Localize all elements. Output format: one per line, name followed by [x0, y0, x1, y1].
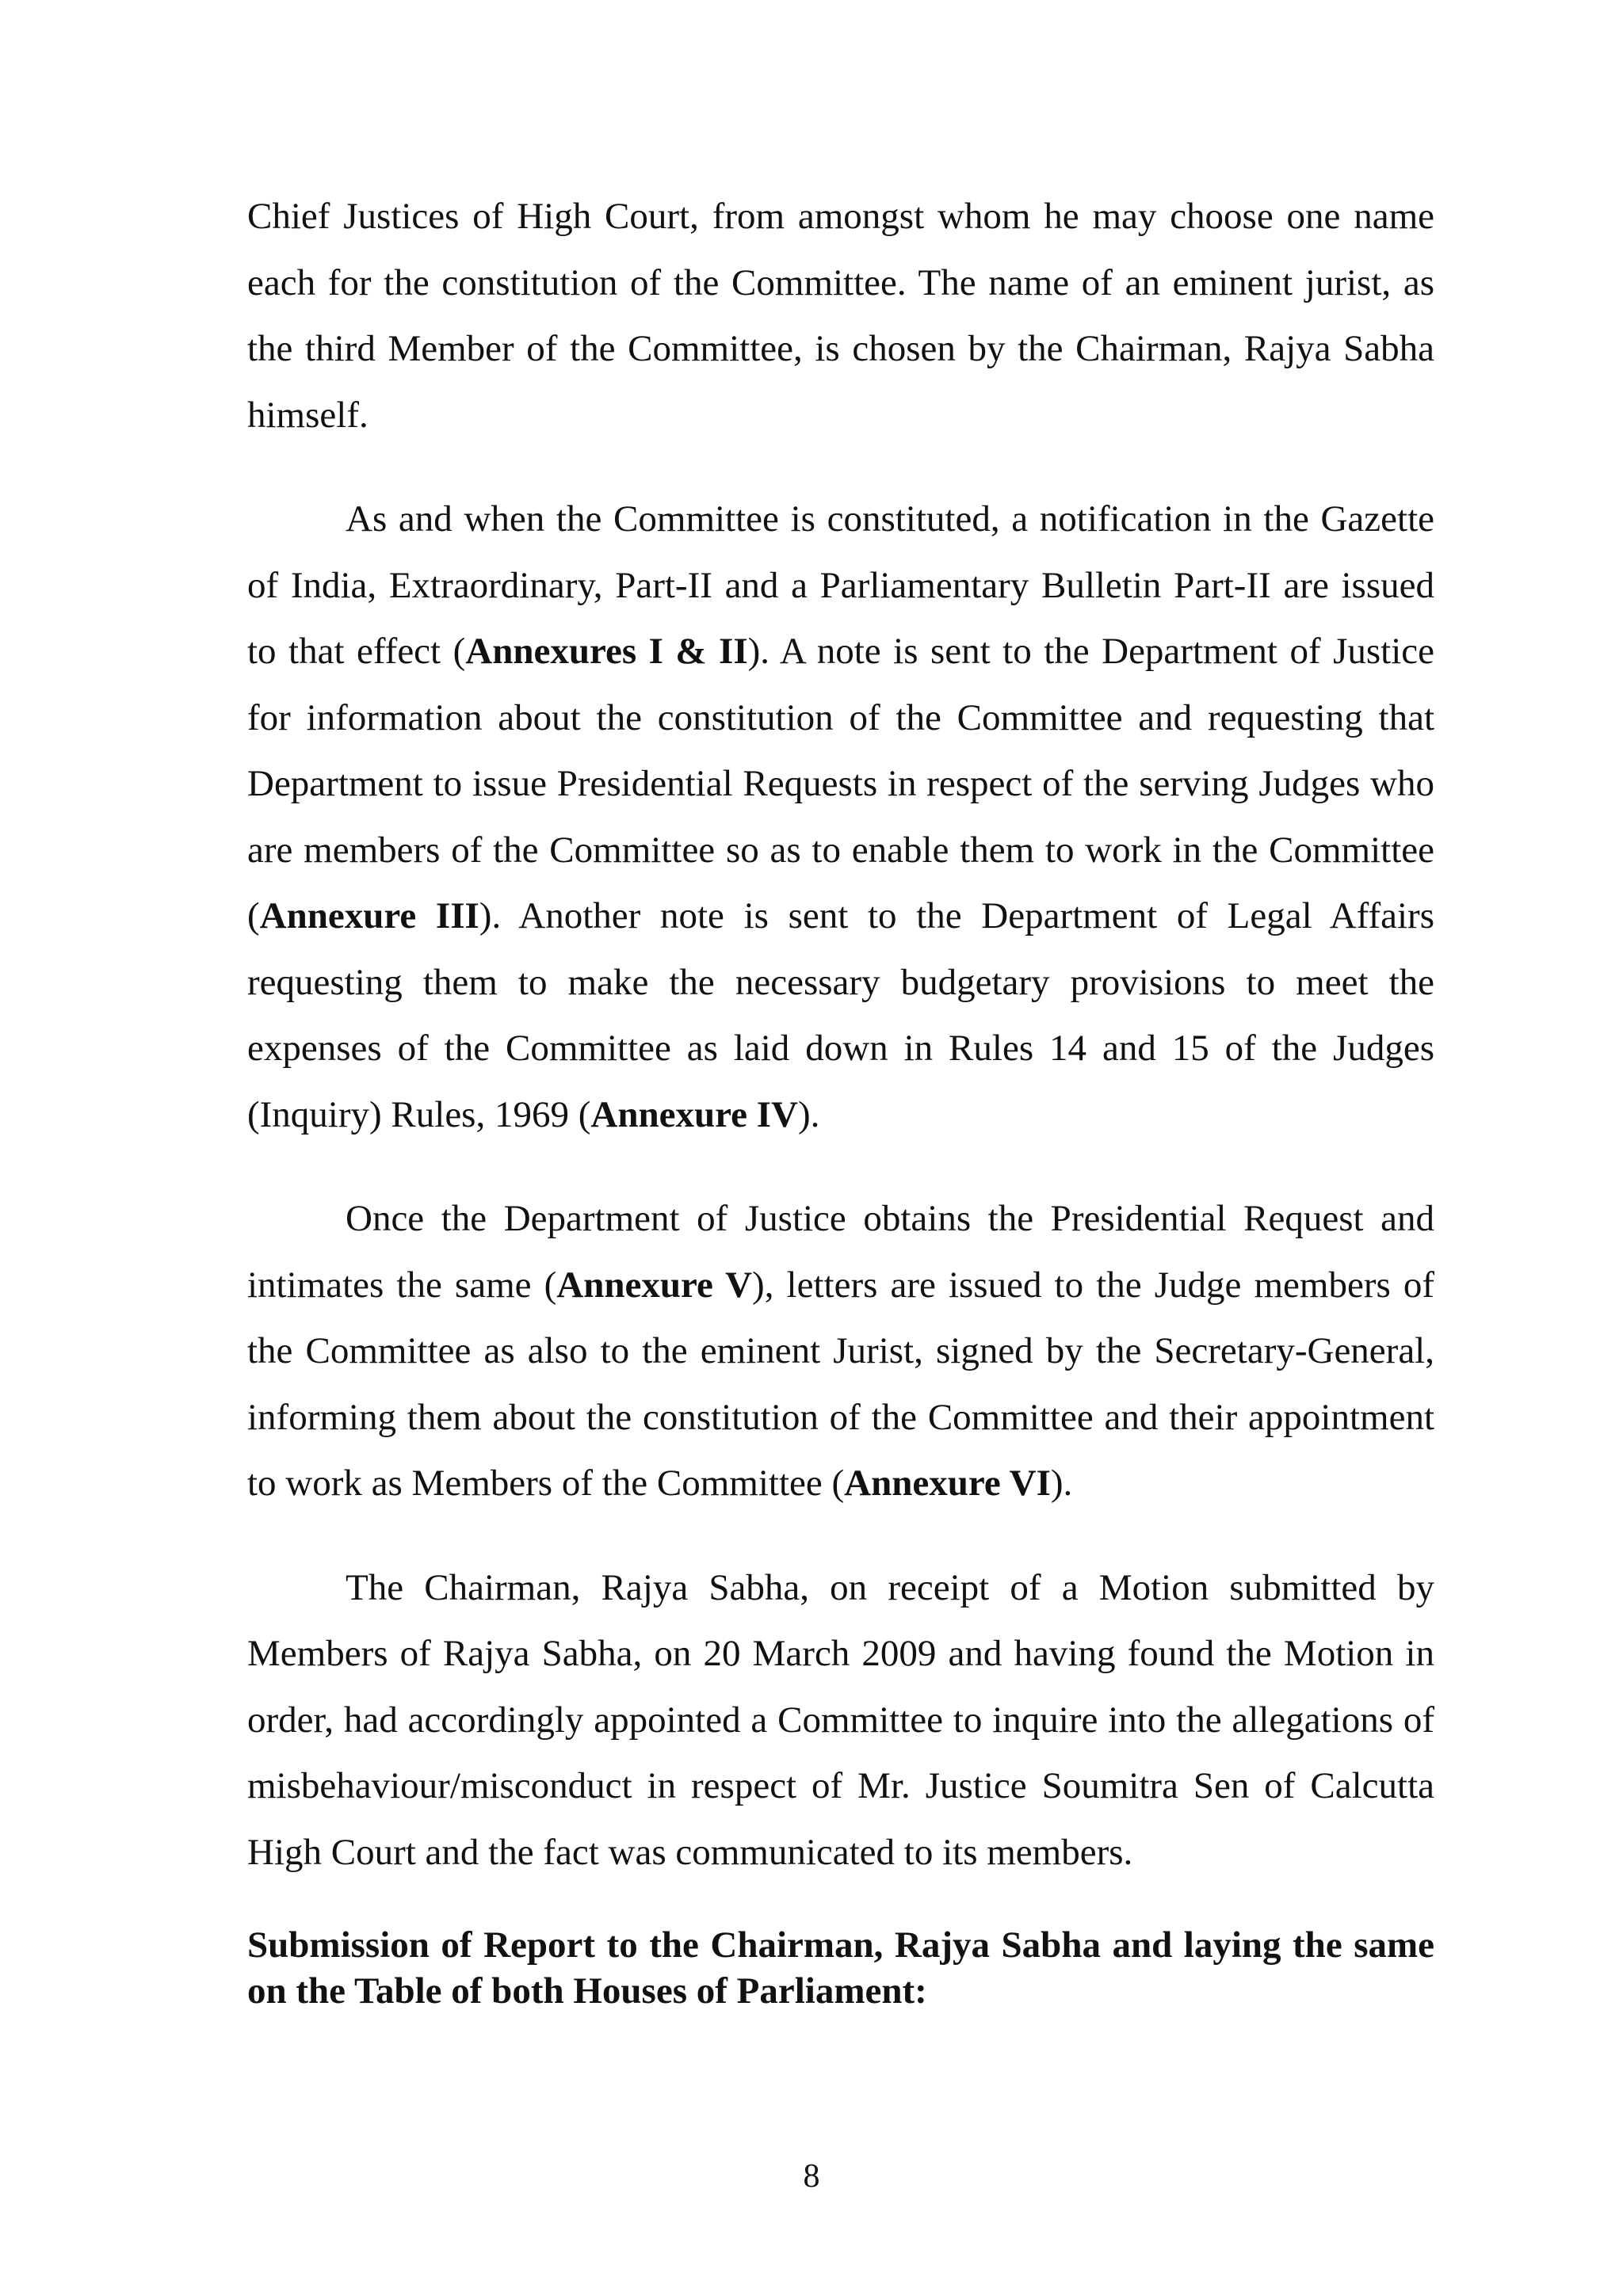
paragraph-3-text-1: Once the Department of Justice obtains the Presidential Request and intimates the same ( — [247, 1198, 1434, 1306]
paragraph-2-text-2: ). A note is sent to the Department of Justice for information about the constitution of the Committee and requesting that Department to issue Presidential Requests in respect of the serving Judges who are members of the Committee so as to enable them to work in the Committee ( — [247, 631, 1435, 936]
annexure-v-reference: Annexure V — [556, 1264, 753, 1306]
paragraph-4-text: The Chairman, Rajya Sabha, on receipt of a Motion submitted by Members of Rajya Sabha, on 20 March 2009 and having found the Motion in order, had accordingly appointed a Committee to inquire into the allegations of misbehaviour/misconduct in respect of Mr. Justice Soumitra Sen of Calcutta High Court and the fact was communicated to its members. — [247, 1566, 1434, 1873]
annexure-vi-reference: Annexure VI — [844, 1463, 1051, 1504]
paragraph-1 — [247, 184, 1434, 448]
annexure-iii-reference: Annexure III — [259, 895, 479, 936]
section-heading: Submission of Report to the Chairman, Rajya Sabha and laying the same on the Table of both Houses of Parliament: — [247, 1924, 1434, 2012]
paragraph-3 — [247, 1186, 1434, 1517]
paragraph-1-text: Chief Justices of High Court, from amongst whom he may choose one name each for the constitution of the Committee. The name of an eminent jurist, as the third Member of the Committee, is chosen by the Chairman, Rajya Sabha himself. — [247, 196, 1434, 436]
paragraph-2-text-1: As and when the Committee is constituted, a notification in the Gazette of India, Extraordinary, Part-II and a Parliamentary Bulletin Part-II are issued to that effect ( — [247, 498, 1434, 672]
paragraph-4 — [247, 1555, 1434, 1886]
page-number: 8 — [803, 2158, 820, 2195]
document-body — [247, 184, 1434, 2014]
paragraph-2-text-4: ). — [797, 1093, 820, 1135]
annexures-i-ii-reference: Annexures I & II — [465, 631, 748, 672]
paragraph-3-text-3: ). — [1050, 1463, 1073, 1504]
paragraph-2-text-3: ). Another note is sent to the Department of Legal Affairs requesting them to make the necessary budgetary provisions to meet the expenses of the Committee as laid down in Rules 14 and 15 of the Judges (Inquiry) Rules, 1969 ( — [247, 895, 1434, 1135]
paragraph-3-text-2: ), letters are issued to the Judge members of the Committee as also to the eminent Jurist, signed by the Secretary-General, informing them about the constitution of the Committee and their appointment to work as Members of the Committee ( — [247, 1264, 1435, 1504]
paragraph-2 — [247, 486, 1434, 1148]
annexure-iv-reference: Annexure IV — [590, 1093, 798, 1135]
